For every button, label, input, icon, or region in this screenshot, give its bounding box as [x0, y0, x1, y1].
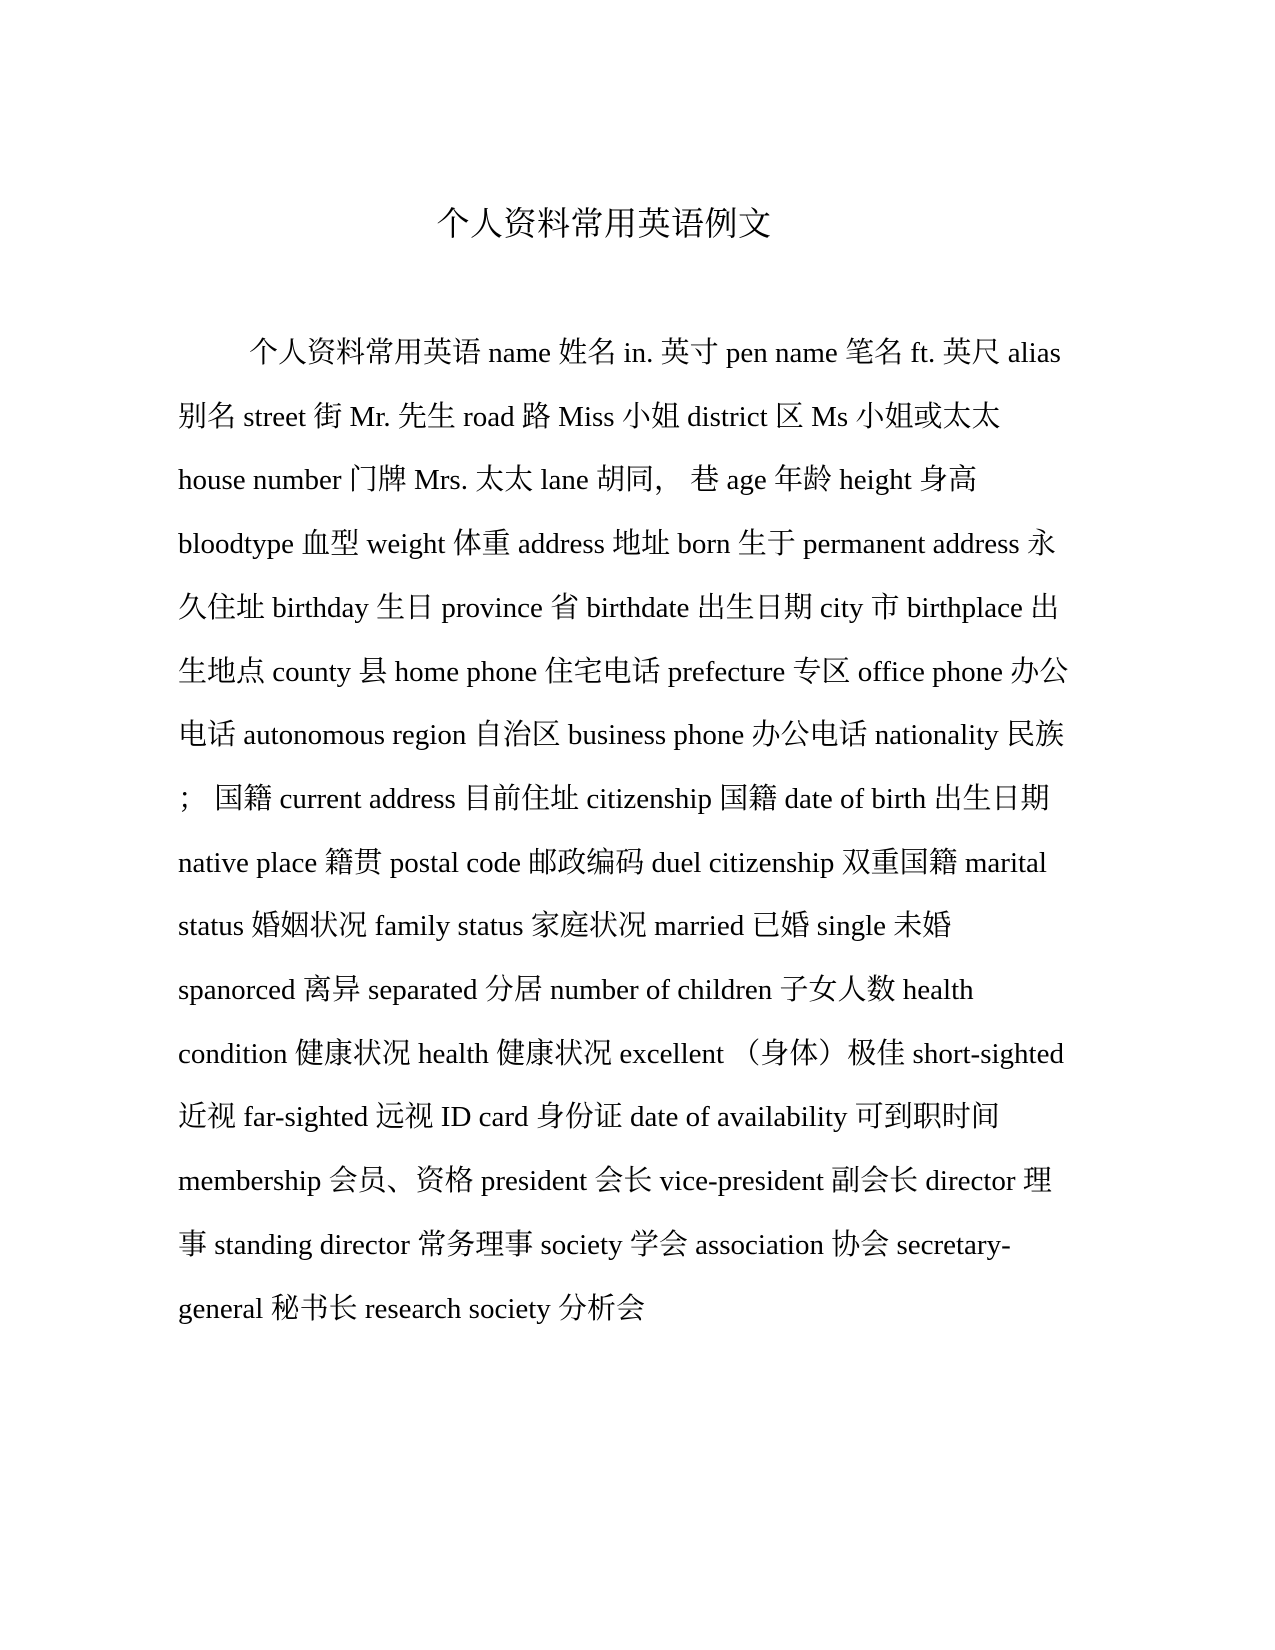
paragraph-line: house number 门牌 Mrs. 太太 lane 胡同， 巷 age 年龄 height 身高 — [178, 464, 978, 497]
document-title: 个人资料常用英语例文 — [436, 204, 772, 243]
paragraph-line: 生地点 county 县 home phone 住宅电话 prefecture 专区 office phone 办公 — [178, 655, 1069, 688]
paragraph-line: 事 standing director 常务理事 society 学会 association 协会 secretary- — [178, 1228, 1011, 1261]
paragraph-line: ； 国籍 current address 目前住址 citizenship 国籍 date of birth 出生日期 — [178, 782, 1050, 815]
paragraph-line: general 秘书长 research society 分析会 — [178, 1292, 646, 1325]
paragraph-line: 近视 far-sighted 远视 ID card 身份证 date of availability 可到职时间 — [178, 1101, 1000, 1134]
paragraph-line: 电话 autonomous region 自治区 business phone 办公电话 nationality 民族 — [178, 719, 1065, 752]
paragraph-line: condition 健康状况 health 健康状况 excellent （身体）极佳 short-sighted — [178, 1037, 1064, 1070]
paragraph-line: 个人资料常用英语 name 姓名 in. 英寸 pen name 笔名 ft. 英尺 alias — [249, 337, 1061, 369]
paragraph-line: 别名 street 街 Mr. 先生 road 路 Miss 小姐 district 区 Ms 小姐或太太 — [178, 400, 1001, 433]
paragraph-line: status 婚姻状况 family status 家庭状况 married 已婚 single 未婚 — [178, 910, 952, 943]
paragraph-line: bloodtype 血型 weight 体重 address 地址 born 生于 permanent address 永 — [178, 528, 1056, 561]
document-body — [178, 322, 1069, 1341]
paragraph-line: native place 籍贯 postal code 邮政编码 duel citizenship 双重国籍 marital — [178, 846, 1047, 879]
paragraph-line: spanorced 离异 separated 分居 number of children 子女人数 health — [178, 974, 974, 1007]
paragraph-line: 久住址 birthday 生日 province 省 birthdate 出生日期 city 市 birthplace 出 — [178, 591, 1060, 624]
paragraph-line: membership 会员、资格 president 会长 vice-president 副会长 director 理 — [178, 1165, 1052, 1198]
